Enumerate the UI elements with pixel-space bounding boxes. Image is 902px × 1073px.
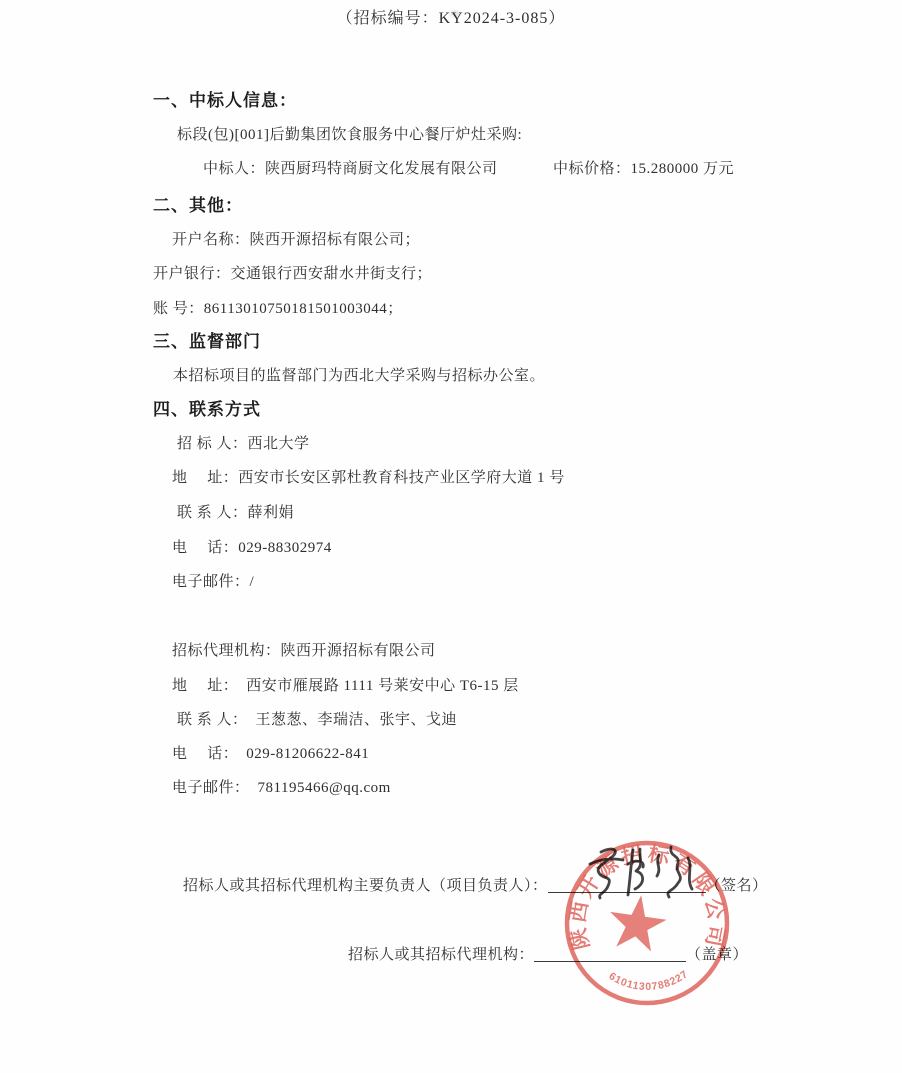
section-heading-other: 二、其他：	[153, 196, 243, 215]
account-number-line: 账 号：86113010750181501003044；	[153, 301, 403, 317]
seal-line-suffix: （盖章）	[686, 947, 749, 963]
tenderer-address-line: 地 址：西安市长安区郭杜教育科技产业区学府大道 1 号	[172, 470, 565, 486]
signer-line-prefix: 招标人或其招标代理机构主要负责人（项目负责人）：	[183, 878, 548, 894]
seal-company-text: 陕西开源招标有限公司	[566, 842, 728, 952]
agency-contact-line: 联 系 人： 王葱葱、李瑞洁、张宇、戈迪	[177, 712, 458, 728]
account-name-line: 开户名称：陕西开源招标有限公司；	[172, 232, 421, 248]
tenderer-name-line: 招 标 人：西北大学	[177, 436, 310, 452]
signer-line-suffix: （签名）	[705, 878, 768, 894]
tenderer-phone-line: 电 话：029-88302974	[172, 540, 332, 556]
winner-price: 中标价格：15.280000 万元	[553, 161, 735, 177]
supervision-body: 本招标项目的监督部门为西北大学采购与招标办公室。	[173, 368, 546, 384]
agency-address-line: 地 址： 西安市雁展路 1111 号莱安中心 T6-15 层	[172, 678, 519, 694]
tenderer-email-line: 电子邮件：/	[172, 574, 255, 590]
bank-line: 开户银行：交通银行西安甜水井街支行；	[153, 266, 433, 282]
winner-name: 中标人：陕西厨玛特商厨文化发展有限公司	[203, 161, 498, 177]
handwritten-signature	[585, 840, 715, 902]
section-heading-contact: 四、联系方式	[153, 400, 261, 419]
seal-number-text: 6101130788227	[606, 968, 691, 994]
agency-phone-line: 电 话： 029-81206622-841	[172, 746, 370, 762]
svg-text:6101130788227	[607, 968, 691, 993]
agency-name-line: 招标代理机构：陕西开源招标有限公司	[172, 643, 436, 659]
section-heading-supervision: 三、监督部门	[153, 332, 261, 351]
bid-number-line: （招标编号：KY2024-3-085）	[336, 10, 566, 27]
lot-line: 标段(包)[001]后勤集团饮食服务中心餐厅炉灶采购:	[177, 127, 523, 143]
section-heading-winner-info: 一、中标人信息：	[153, 91, 297, 110]
agency-email-line: 电子邮件： 781195466@qq.com	[172, 780, 391, 796]
seal-line-prefix: 招标人或其招标代理机构：	[348, 947, 535, 963]
tenderer-contact-line: 联 系 人：薛利娟	[177, 505, 295, 521]
